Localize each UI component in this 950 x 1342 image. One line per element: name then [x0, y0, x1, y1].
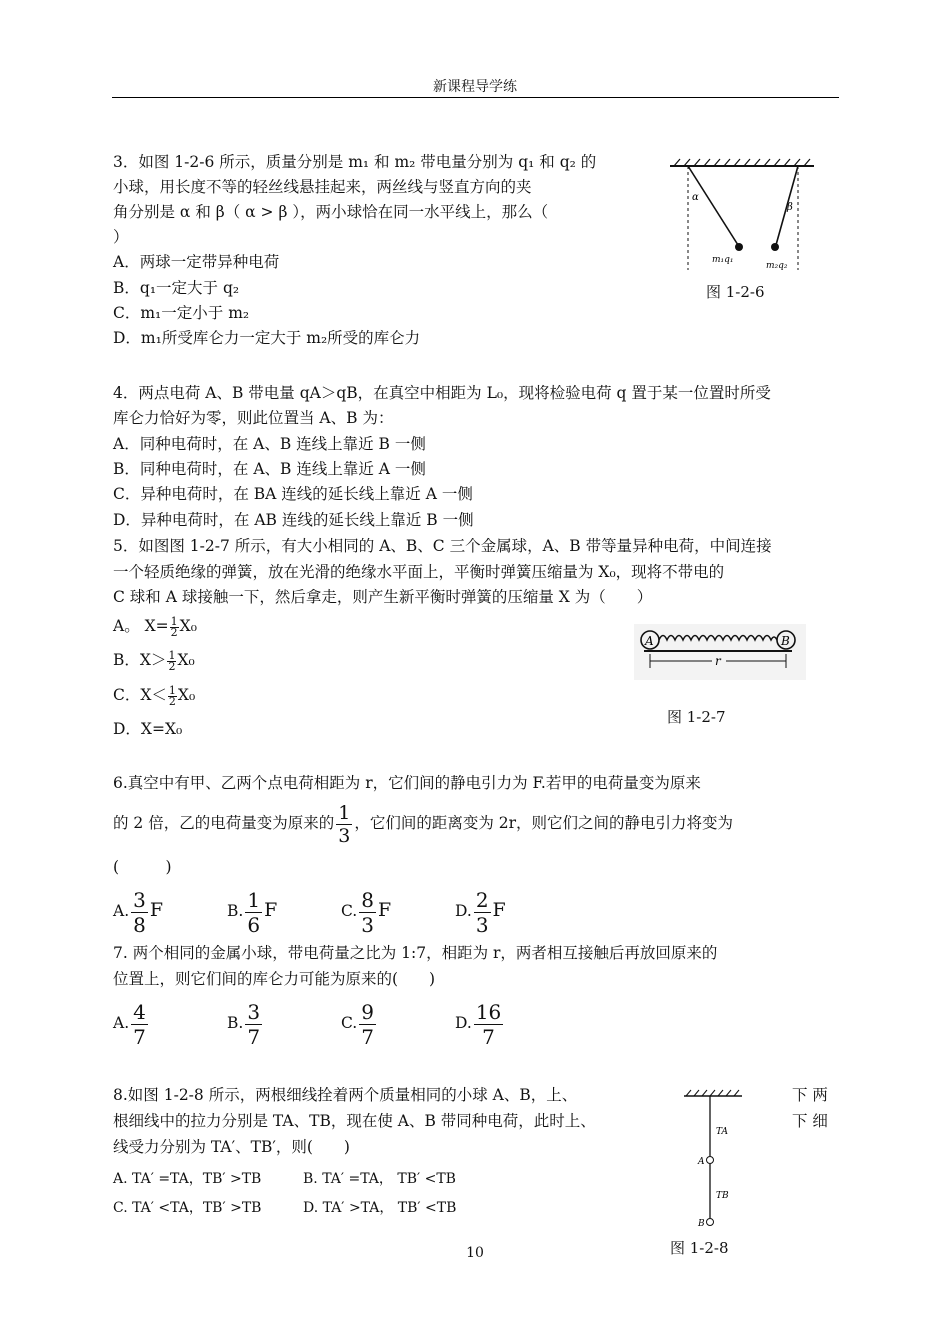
- ball-a: [707, 1157, 714, 1164]
- q7-line2: 位置上，则它们间的库仑力可能为原来的( ): [113, 970, 436, 988]
- q4-option-a: A．同种电荷时，在 A、B 连线上靠近 B 一侧: [113, 435, 426, 453]
- q6-line2: [113, 798, 733, 848]
- figure-caption-1-2-7: 图 1-2-7: [667, 708, 726, 726]
- q6-line3: ( ): [113, 858, 172, 876]
- q7-option-b: [227, 997, 264, 1049]
- q5-line2: 一个轻质绝缘的弹簧，放在光滑的绝缘水平面上，平衡时弹簧压缩量为 X₀，现将不带电的: [113, 563, 725, 581]
- fraction-numerator: 2: [475, 887, 489, 912]
- q3-option-a: A．两球一定带异种电荷: [113, 253, 280, 271]
- fraction-denominator: 2: [170, 625, 178, 639]
- fraction-numerator: 16: [475, 999, 502, 1024]
- fraction-denominator: 7: [247, 1024, 261, 1049]
- ball-2-label: m₂q₂: [766, 261, 788, 271]
- q6-option-c: [341, 884, 391, 937]
- q5-option-c: [113, 683, 195, 708]
- fraction-denominator: 3: [475, 912, 489, 937]
- q3-line2: 小球，用长度不等的轻丝线悬挂起来，两丝线与竖直方向的夹: [113, 178, 532, 196]
- x0-symbol: X₀: [177, 686, 196, 704]
- option-fraction: [131, 888, 148, 937]
- q8-line2: 根细线中的拉力分别是 TA、TB，现在使 A、B 带同种电荷，此时上、: [113, 1112, 596, 1130]
- fraction-denominator: 8: [133, 912, 146, 937]
- q3-line4: ）: [113, 228, 129, 246]
- q8-option-c: C. TA′ <TA，TB′ >TB: [113, 1200, 262, 1216]
- q8-line2-right: 下 细: [792, 1112, 828, 1130]
- fraction-denominator: 3: [338, 824, 351, 847]
- option-label: C.: [341, 902, 358, 920]
- fraction-numerator: 1: [247, 887, 261, 912]
- q5-option-a-prefix: A。 X=: [113, 617, 169, 635]
- q8-option-b: B. TA′ =TA， TB′ <TB: [303, 1171, 456, 1187]
- option-fraction: [474, 1000, 503, 1049]
- fraction-denominator: 2: [168, 694, 176, 708]
- q8-line1: 8.如图 1-2-8 所示，两根细线拴着两个质量相同的小球 A、B，上、: [113, 1086, 578, 1104]
- fraction-numerator: 3: [133, 887, 146, 912]
- q4-option-d: D．异种电荷时，在 AB 连线的延长线上靠近 B 一侧: [113, 511, 474, 529]
- q5-option-c-prefix: C．X＜: [113, 686, 167, 704]
- b-label: B: [698, 1219, 705, 1229]
- header-rule: [112, 97, 839, 98]
- a-label: A: [698, 1157, 705, 1167]
- q8-line3: 线受力分别为 TA′、TB′，则( ): [113, 1138, 350, 1156]
- fraction-denominator: 3: [361, 912, 374, 937]
- fraction-numerator: 1: [338, 801, 351, 824]
- option-fraction: [245, 1000, 262, 1049]
- x0-symbol: X₀: [179, 617, 197, 635]
- option-unit: F: [149, 899, 164, 921]
- q5-line3: C 球和 A 球接触一下，然后拿走，则产生新平衡时弹簧的压缩量 X 为（ ）: [113, 588, 653, 606]
- pendulum-figure: [668, 158, 818, 273]
- beta-label: β: [787, 202, 793, 213]
- q6-option-d: [455, 884, 506, 937]
- q4-option-b: B．同种电荷时，在 A、B 连线上靠近 A 一侧: [113, 460, 426, 478]
- sphere-a-label: A: [645, 634, 654, 648]
- figure-caption-1-2-8: 图 1-2-8: [670, 1239, 729, 1257]
- fraction-denominator: 7: [482, 1024, 495, 1049]
- fraction-numerator: 3: [247, 999, 261, 1024]
- ta-label: TA: [716, 1127, 729, 1137]
- q3-option-b: B．q₁一定大于 q₂: [113, 279, 240, 297]
- q3-line3: 角分别是 α 和 β（ α > β ），两小球恰在同一水平线上，那么（: [113, 203, 549, 221]
- option-label: A.: [113, 1014, 130, 1032]
- fraction-denominator: 7: [361, 1024, 374, 1049]
- string-figure: [680, 1088, 746, 1230]
- ceiling-hatch: [686, 1090, 739, 1096]
- q6-option-a: [113, 884, 163, 937]
- q6-line1: 6.真空中有甲、乙两个点电荷相距为 r，它们间的静电引力为 F.若甲的电荷量变为原来: [113, 774, 701, 792]
- q4-line1: 4．两点电荷 A、B 带电量 qA＞qB，在真空中相距为 L₀，现将检验电荷 q 置于某一位置时所受: [113, 384, 771, 402]
- distance-label: r: [715, 654, 721, 668]
- option-fraction: [245, 888, 262, 937]
- q8-option-d: D. TA′ >TA， TB′ <TB: [303, 1200, 457, 1216]
- q3-option-d: D．m₁所受库仑力一定大于 m₂所受的库仑力: [113, 329, 421, 347]
- fraction-numerator: 1: [170, 614, 178, 628]
- q5-option-a: [113, 614, 197, 639]
- option-label: A.: [113, 902, 130, 920]
- q3-line1: 3．如图 1-2-6 所示，质量分别是 m₁ 和 m₂ 带电量分别为 q₁ 和 q₂ 的: [113, 153, 597, 171]
- ball-1: [735, 243, 743, 251]
- q8-option-a: A. TA′ =TA，TB′ >TB: [113, 1171, 262, 1187]
- option-fraction: [359, 888, 376, 937]
- fraction-denominator: 2: [168, 659, 176, 673]
- option-label: C.: [341, 1014, 358, 1032]
- fraction-numerator: 9: [361, 999, 374, 1024]
- q6-line2-post: ，它们间的距离变为 2r，则它们之间的静电引力将变为: [354, 814, 734, 832]
- q3-option-c: C．m₁一定小于 m₂: [113, 304, 250, 322]
- fraction-numerator: 1: [168, 683, 176, 697]
- fraction-half: [167, 648, 176, 673]
- tb-label: TB: [716, 1191, 729, 1201]
- option-fraction: [474, 888, 491, 937]
- q5-option-b-prefix: B．X＞: [113, 651, 167, 669]
- fraction-denominator: 7: [133, 1024, 146, 1049]
- page-header: 新课程导学练: [433, 79, 517, 95]
- page-number: 10: [466, 1245, 484, 1261]
- alpha-label: α: [692, 192, 699, 203]
- ball-2: [771, 243, 779, 251]
- figure-caption-1-2-6: 图 1-2-6: [706, 283, 765, 301]
- fraction-denominator: 6: [247, 912, 261, 937]
- option-unit: F: [264, 899, 278, 921]
- q5-option-b: [113, 648, 195, 673]
- fraction-numerator: 1: [168, 648, 176, 662]
- spring-figure: [634, 624, 806, 680]
- q5-line1: 5．如图图 1-2-7 所示，有大小相同的 A、B、C 三个金属球，A、B 带等量异种电荷，中间连接: [113, 537, 772, 555]
- fraction-half: [168, 683, 177, 708]
- q7-option-d: [455, 997, 505, 1049]
- fraction-numerator: 4: [133, 999, 146, 1024]
- q7-option-a: [113, 997, 150, 1049]
- q5-option-d: D．X=X₀: [113, 720, 183, 738]
- option-fraction: [359, 1000, 376, 1049]
- fraction-numerator: 8: [361, 887, 374, 912]
- option-label: D.: [455, 902, 472, 920]
- q4-option-c: C．异种电荷时，在 BA 连线的延长线上靠近 A 一侧: [113, 485, 473, 503]
- option-label: B.: [227, 902, 244, 920]
- q8-line1-right: 下 两: [792, 1086, 828, 1104]
- option-unit: F: [377, 899, 392, 921]
- sphere-b-label: B: [781, 634, 790, 648]
- option-fraction: [131, 1000, 148, 1049]
- thread-1: [688, 166, 738, 245]
- q7-option-c: [341, 997, 378, 1049]
- option-label: D.: [455, 1014, 472, 1032]
- q6-line2-pre: 的 2 倍，乙的电荷量变为原来的: [113, 814, 335, 832]
- fraction-one-third: [336, 802, 352, 847]
- fraction-half: [170, 614, 179, 639]
- x0-symbol: X₀: [177, 651, 195, 669]
- q4-line2: 库仑力恰好为零，则此位置当 A、B 为：: [113, 409, 394, 427]
- ball-1-label: m₁q₁: [712, 255, 734, 265]
- option-label: B.: [227, 1014, 244, 1032]
- ball-b: [707, 1219, 714, 1226]
- q7-line1: 7. 两个相同的金属小球，带电荷量之比为 1:7，相距为 r，两者相互接触后再放回原来的: [113, 944, 718, 962]
- q6-option-b: [227, 884, 277, 937]
- ceiling-hatch: [674, 159, 810, 166]
- option-unit: F: [492, 899, 506, 921]
